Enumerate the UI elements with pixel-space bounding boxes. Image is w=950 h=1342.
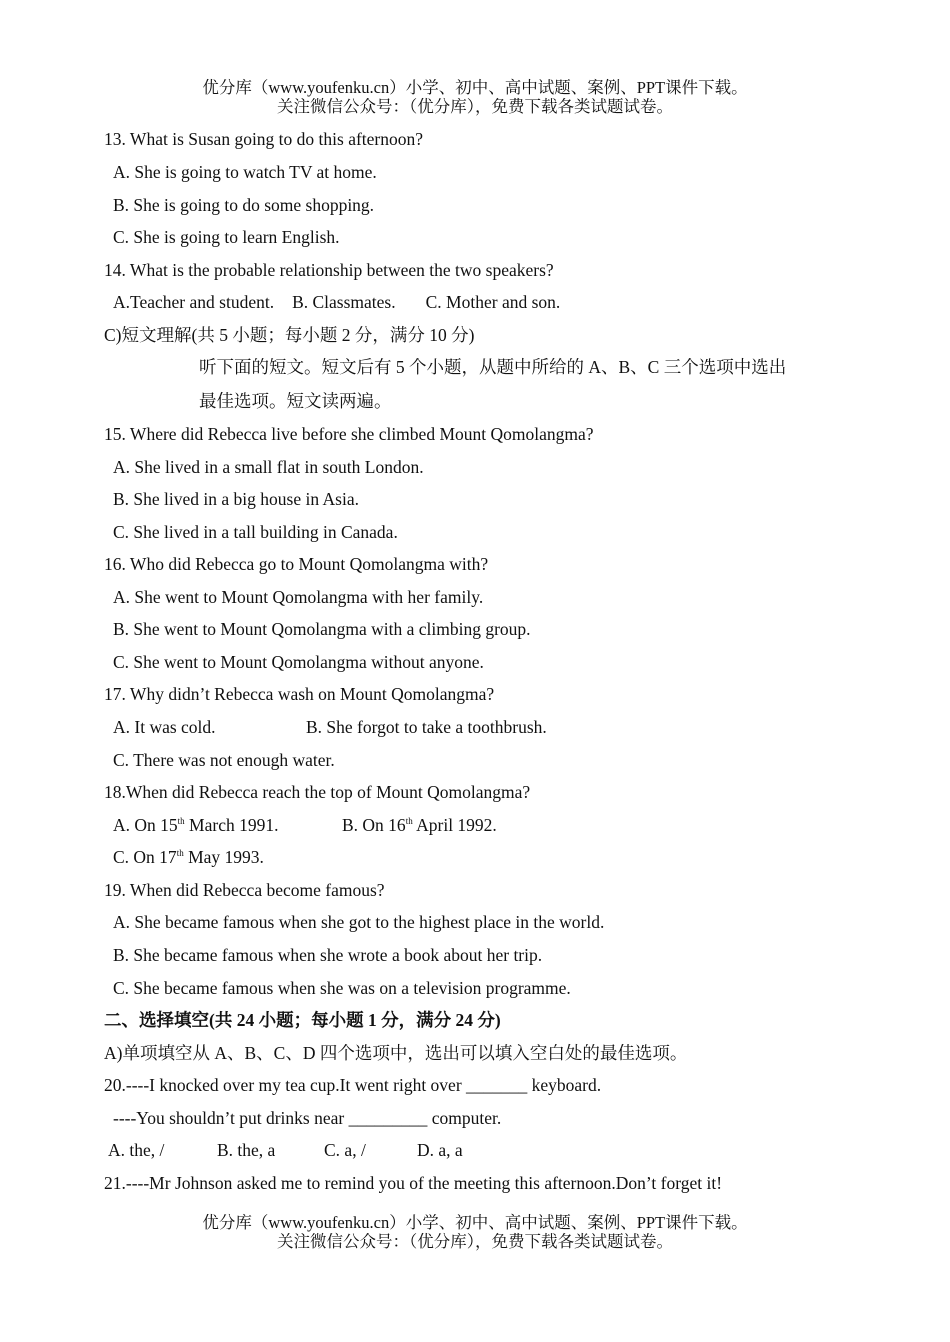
q18-stem: 18.When did Rebecca reach the top of Mount Qomolangma? (104, 782, 531, 802)
q20-line2: ----You shouldn’t put drinks near _________ computer. (113, 1108, 502, 1128)
q16-option-a: A. She went to Mount Qomolangma with her family. (113, 587, 484, 607)
q14-stem: 14. What is the probable relationship between the two speakers? (104, 260, 554, 280)
q19-option-a: A. She became famous when she got to the highest place in the world. (113, 912, 605, 932)
q20-option-d: D. a, a (417, 1140, 463, 1160)
q17-options-ab (113, 716, 547, 738)
q18-option-b: B. On 16th April 1992. (342, 815, 497, 835)
q13-option-a: A. She is going to watch TV at home. (113, 162, 377, 182)
part2-subtitle: A)单项填空从 A、B、C、D 四个选项中，选出可以填入空白处的最佳选项。 (104, 1043, 688, 1063)
q15-option-b: B. She lived in a big house in Asia. (113, 489, 359, 509)
q18-option-a: A. On 15th March 1991. (113, 815, 279, 835)
q18-options-ab (113, 814, 497, 836)
page-header-line1: 优分库（www.youfenku.cn）小学、初中、高中试题、案例、PPT课件下载。 (202, 78, 748, 97)
q15-option-c: C. She lived in a tall building in Canada. (113, 522, 398, 542)
q14-option-c: C. Mother and son. (425, 292, 561, 312)
q14-option-a: A.Teacher and student. (113, 292, 275, 312)
q20-line1: 20.----I knocked over my tea cup.It went right over _______ keyboard. (104, 1075, 602, 1095)
q17-stem: 17. Why didn’t Rebecca wash on Mount Qomolangma? (104, 684, 495, 704)
q17-option-b: B. She forgot to take a toothbrush. (306, 717, 547, 737)
q16-option-b: B. She went to Mount Qomolangma with a climbing group. (113, 619, 531, 639)
q16-option-c: C. She went to Mount Qomolangma without anyone. (113, 652, 484, 672)
q13-option-c: C. She is going to learn English. (113, 227, 340, 247)
q16-stem: 16. Who did Rebecca go to Mount Qomolangma with? (104, 554, 489, 574)
q15-stem: 15. Where did Rebecca live before she climbed Mount Qomolangma? (104, 424, 594, 444)
part2-title: 二、选择填空(共 24 小题；每小题 1 分，满分 24 分) (104, 1010, 501, 1030)
q15-option-a: A. She lived in a small flat in south London. (113, 457, 424, 477)
q13-option-b: B. She is going to do some shopping. (113, 195, 375, 215)
page-footer-line2: 关注微信公众号：（优分库），免费下载各类试题试卷。 (277, 1232, 673, 1251)
q19-option-b: B. She became famous when she wrote a book about her trip. (113, 945, 543, 965)
q21-line1: 21.----Mr Johnson asked me to remind you of the meeting this afternoon.Don’t forget it! (104, 1173, 723, 1193)
q17-option-c: C. There was not enough water. (113, 750, 335, 770)
q18-option-c: C. On 17th May 1993. (113, 847, 264, 867)
page-footer-line1: 优分库（www.youfenku.cn）小学、初中、高中试题、案例、PPT课件下载。 (202, 1213, 748, 1232)
q20-options (108, 1139, 463, 1161)
q19-option-c: C. She became famous when she was on a television programme. (113, 978, 571, 998)
q14-option-b: B. Classmates. (292, 292, 396, 312)
q20-option-b: B. the, a (217, 1140, 276, 1160)
q14-options (113, 291, 560, 313)
q20-option-c: C. a, / (324, 1140, 366, 1160)
q19-stem: 19. When did Rebecca become famous? (104, 880, 385, 900)
section-c-instruction-2: 最佳选项。短文读两遍。 (199, 391, 392, 411)
q13-stem: 13. What is Susan going to do this afternoon? (104, 129, 424, 149)
q17-option-a: A. It was cold. (113, 717, 216, 737)
page-header-line2: 关注微信公众号：（优分库），免费下载各类试题试卷。 (277, 97, 673, 116)
section-c-title: C)短文理解(共 5 小题；每小题 2 分，满分 10 分) (104, 325, 475, 345)
section-c-instruction-1: 听下面的短文。短文后有 5 个小题，从题中所给的 A、B、C 三个选项中选出 (199, 357, 787, 377)
q20-option-a: A. the, / (108, 1140, 165, 1160)
